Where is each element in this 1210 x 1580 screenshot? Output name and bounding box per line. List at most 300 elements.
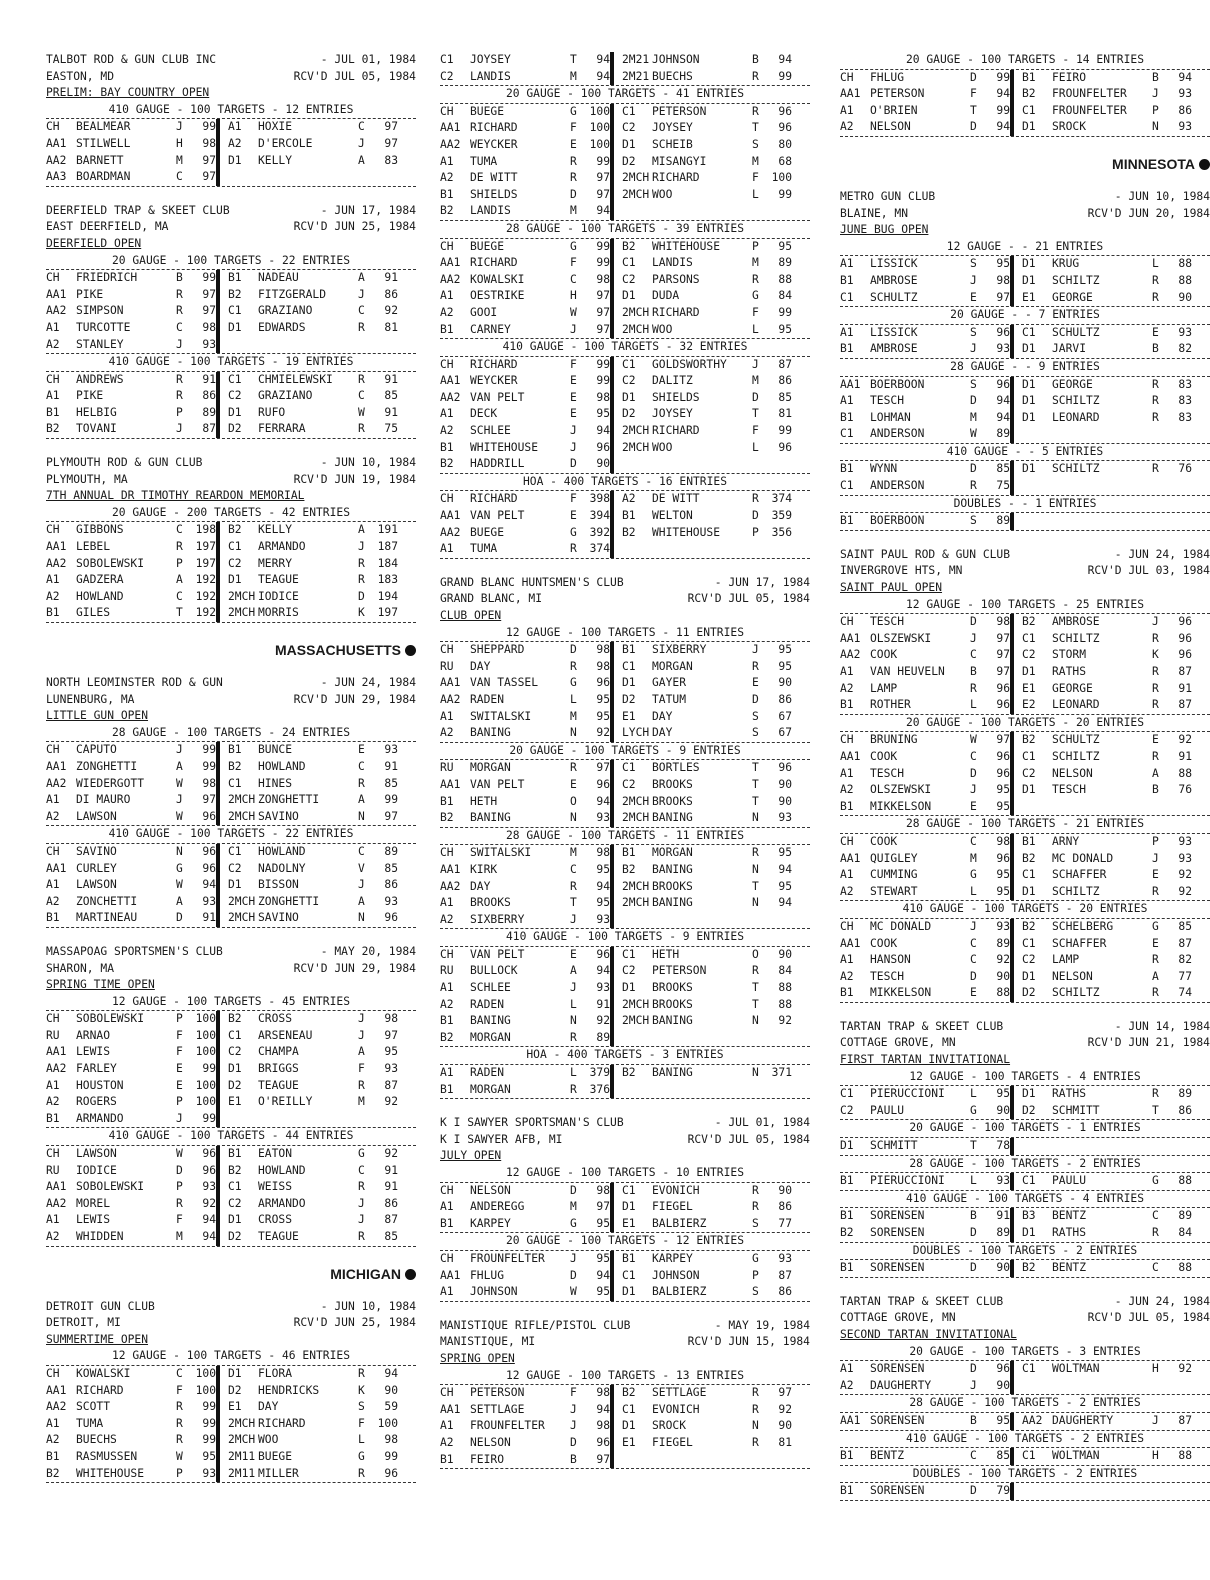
score: 94 xyxy=(596,964,610,978)
score: 96 xyxy=(596,676,610,690)
score: 95 xyxy=(596,862,610,876)
event-results xyxy=(840,1086,1210,1120)
shooter-name: LAWSON xyxy=(76,809,117,823)
score: 76 xyxy=(1178,783,1192,797)
table-row xyxy=(440,725,810,742)
score: 97 xyxy=(202,153,216,167)
shooter-initial: N xyxy=(176,844,183,858)
class-code: B1 xyxy=(440,322,454,336)
shooter-name: RICHARD xyxy=(76,1383,124,1397)
class-code: A1 xyxy=(440,896,454,910)
class-code: 2MCH xyxy=(228,793,256,807)
table-row xyxy=(440,1385,810,1402)
result-left xyxy=(840,919,1014,936)
result-left xyxy=(440,423,614,440)
table-row xyxy=(46,421,416,438)
club-location-line xyxy=(840,1035,1210,1052)
table-row xyxy=(440,1216,810,1233)
score: 95 xyxy=(778,322,792,336)
club-result-block xyxy=(840,1294,1210,1501)
score: 93 xyxy=(1178,120,1192,134)
shooter-name: SCHELBERG xyxy=(1052,919,1114,933)
class-code: A2 xyxy=(46,809,60,823)
class-code: B1 xyxy=(46,1111,60,1125)
club-result-block xyxy=(46,675,416,928)
club-location-line xyxy=(46,961,416,978)
table-row xyxy=(46,303,416,320)
shooter-initial: A xyxy=(176,573,183,587)
shooter-initial: C xyxy=(1152,1261,1159,1275)
shooter-initial: J xyxy=(176,1111,183,1125)
shooter-name: NELSON xyxy=(470,1435,511,1449)
score: 96 xyxy=(778,761,792,775)
shooter-initial: B xyxy=(1152,342,1159,356)
score: 96 xyxy=(202,844,216,858)
score: 90 xyxy=(778,777,792,791)
table-row xyxy=(440,1418,810,1435)
score: 90 xyxy=(596,457,610,471)
event-header: 12 GAUGE - 100 TARGETS - 25 ENTRIES xyxy=(840,597,1210,615)
shooter-initial: C xyxy=(570,272,577,286)
shooter-initial: F xyxy=(570,121,577,135)
shooter-initial: F xyxy=(358,1062,365,1076)
class-code: AA1 xyxy=(46,540,67,554)
result-left xyxy=(46,1366,220,1383)
shooter-name: TEAGUE xyxy=(258,573,299,587)
shooter-name: ANDEREGG xyxy=(470,1200,525,1214)
result-left xyxy=(440,491,614,508)
class-code: AA1 xyxy=(46,1383,67,1397)
shooter-initial: J xyxy=(970,631,977,645)
table-row xyxy=(440,845,810,862)
result-right xyxy=(220,844,398,861)
shooter-initial: C xyxy=(970,648,977,662)
shooter-initial: M xyxy=(176,153,183,167)
class-code: D2 xyxy=(228,1383,242,1397)
shoot-date: - JUN 10, 1984 xyxy=(1114,189,1210,203)
class-code: C1 xyxy=(622,1268,636,1282)
result-right xyxy=(614,1385,792,1402)
class-code: 2MCH xyxy=(228,809,256,823)
shooter-initial: N xyxy=(752,811,759,825)
shooter-name: STILWELL xyxy=(76,136,131,150)
shooter-name: DAY xyxy=(470,879,491,893)
class-code: CH xyxy=(840,834,854,848)
table-row xyxy=(46,844,416,861)
shooter-name: BARNETT xyxy=(76,153,124,167)
shooter-initial: R xyxy=(358,1366,365,1380)
shooter-initial: M xyxy=(752,374,759,388)
score: 100 xyxy=(195,1078,216,1092)
shooter-initial: R xyxy=(358,1180,365,1194)
class-code: C1 xyxy=(622,357,636,371)
result-left xyxy=(440,69,614,86)
class-code: A1 xyxy=(840,394,854,408)
shooter-initial: D xyxy=(970,394,977,408)
class-code: A1 xyxy=(840,868,854,882)
shooter-name: SCHULTZ xyxy=(870,290,918,304)
class-code: CH xyxy=(840,919,854,933)
shooter-initial: C xyxy=(970,936,977,950)
result-right xyxy=(614,525,792,542)
class-code: AA2 xyxy=(1022,1413,1043,1427)
table-row xyxy=(840,749,1210,766)
class-code: CH xyxy=(46,1147,60,1161)
result-left xyxy=(840,614,1014,631)
score: 98 xyxy=(996,273,1010,287)
shooter-initial: J xyxy=(176,337,183,351)
table-row xyxy=(840,256,1210,273)
shooter-name: BROOKS xyxy=(652,794,693,808)
class-code: B1 xyxy=(622,1251,636,1265)
shooter-name: BOERBOON xyxy=(870,377,925,391)
result-left xyxy=(46,910,220,927)
shooter-initial: F xyxy=(752,424,759,438)
table-row xyxy=(46,1028,416,1045)
shooter-name: JARVI xyxy=(1052,342,1087,356)
shooter-name: TATUM xyxy=(652,692,687,706)
shooter-initial: E xyxy=(358,743,365,757)
shooter-initial: R xyxy=(358,372,365,386)
score: 95 xyxy=(384,1045,398,1059)
shoot-title-line xyxy=(46,488,416,505)
table-row xyxy=(840,631,1210,648)
shooter-initial: N xyxy=(570,811,577,825)
class-code: CH xyxy=(440,1251,454,1265)
shooter-name: VAN PELT xyxy=(470,390,525,404)
score: 94 xyxy=(596,1268,610,1282)
table-row xyxy=(440,642,810,659)
result-right xyxy=(1014,884,1192,901)
result-right xyxy=(1014,614,1192,631)
class-code: C2 xyxy=(440,69,454,83)
shooter-initial: R xyxy=(970,681,977,695)
result-right xyxy=(220,894,398,911)
score: 100 xyxy=(195,1012,216,1026)
shooter-name: NELSON xyxy=(1052,969,1093,983)
class-code: D1 xyxy=(1022,462,1036,476)
score: 100 xyxy=(589,104,610,118)
shooter-initial: R xyxy=(570,879,577,893)
shoot-date: - JUN 17, 1984 xyxy=(714,575,810,589)
shooter-initial: G xyxy=(176,861,183,875)
result-right xyxy=(1014,1173,1192,1190)
received-date: RCV'D JUL 03, 1984 xyxy=(1087,564,1210,578)
score: 98 xyxy=(596,272,610,286)
shooter-initial: R xyxy=(176,287,183,301)
table-row xyxy=(840,1208,1210,1225)
received-date: RCV'D JUN 25, 1984 xyxy=(293,220,416,234)
score: 89 xyxy=(384,844,398,858)
score: 84 xyxy=(1178,1226,1192,1239)
class-code: CH xyxy=(840,615,854,629)
class-code: RU xyxy=(440,761,454,775)
score: 92 xyxy=(1178,1362,1192,1376)
table-row xyxy=(840,1483,1210,1500)
result-left xyxy=(840,1225,1014,1242)
table-row xyxy=(840,1103,1210,1120)
score: 97 xyxy=(202,170,216,184)
class-code: C2 xyxy=(840,1103,854,1117)
shooter-initial: R xyxy=(752,1200,759,1214)
class-code: C1 xyxy=(840,290,854,304)
event-results xyxy=(440,1183,810,1234)
result-right xyxy=(614,491,792,508)
shooter-initial: R xyxy=(358,422,365,436)
shooter-initial: D xyxy=(970,1484,977,1498)
shooter-initial: D xyxy=(752,390,759,404)
shooter-name: MORGAN xyxy=(470,1082,511,1096)
shooter-name: DECK xyxy=(470,407,498,421)
shooter-initial: J xyxy=(358,1196,365,1210)
score: 96 xyxy=(778,104,792,118)
class-code: A1 xyxy=(440,709,454,723)
class-code: 2MCH xyxy=(622,440,650,454)
club-location-line xyxy=(46,1315,416,1332)
shooter-name: FITZGERALD xyxy=(258,287,327,301)
state-name: MINNESOTA xyxy=(1112,155,1195,172)
shooter-initial: E xyxy=(752,676,759,690)
shooter-initial: N xyxy=(358,911,365,925)
shooter-initial: V xyxy=(358,861,365,875)
event-header: 28 GAUGE - 100 TARGETS - 11 ENTRIES xyxy=(440,828,810,846)
shooter-initial: C xyxy=(570,862,577,876)
score: 95 xyxy=(596,1285,610,1299)
shooter-name: MORGAN xyxy=(652,659,693,673)
result-left xyxy=(440,255,614,272)
class-code: CH xyxy=(46,844,60,858)
class-code: AA2 xyxy=(440,137,461,151)
shooter-name: SCHLEE xyxy=(470,424,511,438)
class-code: C1 xyxy=(840,1087,854,1101)
class-code: AA2 xyxy=(46,556,67,570)
score: 371 xyxy=(771,1066,792,1080)
class-code: B2 xyxy=(46,1466,60,1480)
shooter-initial: A xyxy=(358,523,365,537)
shooter-initial: G xyxy=(970,1103,977,1117)
shooter-name: TUMA xyxy=(470,154,498,168)
result-left xyxy=(440,104,614,121)
event-results xyxy=(840,325,1210,359)
shooter-name: BULLOCK xyxy=(470,964,518,978)
shooter-name: DE WITT xyxy=(652,492,700,506)
score: 81 xyxy=(778,407,792,421)
score: 87 xyxy=(384,1078,398,1092)
shooter-initial: F xyxy=(970,87,977,101)
shooter-name: BANING xyxy=(470,726,511,740)
class-code: D1 xyxy=(622,1200,636,1214)
shooter-name: ZONGHETTI xyxy=(76,759,138,773)
table-row xyxy=(840,1413,1210,1430)
shooter-initial: R xyxy=(570,761,577,775)
club-location: COTTAGE GROVE, MN xyxy=(840,1311,956,1325)
shooter-initial: J xyxy=(358,878,365,892)
score: 91 xyxy=(1178,749,1192,763)
shooter-initial: E xyxy=(970,290,977,304)
class-code: B2 xyxy=(440,204,454,218)
score: 93 xyxy=(202,1466,216,1480)
shooter-name: GEORGE xyxy=(1052,681,1093,695)
shooter-name: KOWALSKI xyxy=(76,1366,131,1380)
score: 95 xyxy=(996,799,1010,813)
score: 99 xyxy=(778,69,792,83)
result-left xyxy=(46,372,220,389)
table-row xyxy=(440,137,810,154)
result-right xyxy=(1014,732,1192,749)
class-code: AA2 xyxy=(440,272,461,286)
result-left xyxy=(440,203,614,220)
shooter-initial: L xyxy=(752,440,759,454)
shoot-date: - JUN 24, 1984 xyxy=(1114,547,1210,561)
table-row xyxy=(840,290,1210,307)
class-code: AA1 xyxy=(46,759,67,773)
class-code: B1 xyxy=(440,1452,454,1466)
result-right xyxy=(220,136,398,153)
class-code: B1 xyxy=(622,643,636,657)
shooter-name: WELTON xyxy=(652,509,693,523)
shooter-initial: J xyxy=(176,743,183,757)
result-right xyxy=(220,372,398,389)
score: 97 xyxy=(996,648,1010,662)
table-row xyxy=(46,894,416,911)
result-left xyxy=(46,1449,220,1466)
result-right xyxy=(614,440,792,457)
shooter-initial: T xyxy=(752,981,759,995)
event-header: 28 GAUGE - 100 TARGETS - 39 ENTRIES xyxy=(440,221,810,239)
score: 98 xyxy=(596,846,610,860)
shooter-initial: J xyxy=(970,342,977,356)
class-code: C2 xyxy=(228,556,242,570)
shooter-initial: J xyxy=(570,424,577,438)
shooter-initial: D xyxy=(970,120,977,134)
table-row xyxy=(840,1260,1210,1277)
shooter-name: BENTZ xyxy=(1052,1261,1087,1275)
result-left xyxy=(840,393,1014,410)
shooter-initial: R xyxy=(970,479,977,493)
score: 87 xyxy=(202,422,216,436)
score: 100 xyxy=(195,1095,216,1109)
class-code: 2MCH xyxy=(622,1014,650,1028)
score: 91 xyxy=(384,271,398,285)
result-left xyxy=(440,845,614,862)
score: 96 xyxy=(596,440,610,454)
class-code: AA1 xyxy=(840,749,861,763)
shooter-name: SCHILTZ xyxy=(1052,749,1100,763)
result-left xyxy=(440,895,614,912)
event-header: 28 GAUGE - 100 TARGETS - 2 ENTRIES xyxy=(840,1156,1210,1174)
event-header: 410 GAUGE - 100 TARGETS - 32 ENTRIES xyxy=(440,339,810,357)
shooter-name: SHIELDS xyxy=(652,390,700,404)
shooter-initial: R xyxy=(176,1433,183,1447)
shooter-initial: E xyxy=(1152,868,1159,882)
score: 89 xyxy=(1178,1087,1192,1101)
shooter-name: TESCH xyxy=(870,969,905,983)
shooter-name: BROOKS xyxy=(652,981,693,995)
result-left xyxy=(440,525,614,542)
result-right xyxy=(614,1030,792,1047)
club-header-line xyxy=(840,547,1210,564)
shooter-initial: R xyxy=(1152,410,1159,424)
event-results xyxy=(46,742,416,826)
shooter-initial: S xyxy=(358,1400,365,1414)
shooter-name: TESCH xyxy=(870,394,905,408)
event-header: 12 GAUGE - 100 TARGETS - 11 ENTRIES xyxy=(440,625,810,643)
score: 192 xyxy=(195,589,216,603)
class-code: 2MCH xyxy=(228,894,256,908)
result-left xyxy=(46,1179,220,1196)
score: 80 xyxy=(778,137,792,151)
score: 94 xyxy=(996,120,1010,134)
shooter-initial: C xyxy=(970,749,977,763)
result-right xyxy=(614,1284,792,1301)
shooter-initial: J xyxy=(1152,851,1159,865)
shooter-initial: P xyxy=(752,525,759,539)
class-code: D2 xyxy=(622,692,636,706)
class-code: D1 xyxy=(1022,120,1036,134)
event-header: 410 GAUGE - 100 TARGETS - 19 ENTRIES xyxy=(46,354,416,372)
event-results xyxy=(440,947,810,1048)
club-result-block xyxy=(440,1318,810,1469)
result-right xyxy=(614,692,792,709)
table-row xyxy=(840,834,1210,851)
table-row xyxy=(840,513,1210,530)
shooter-initial: D xyxy=(970,969,977,983)
shooter-name: IODICE xyxy=(258,589,299,603)
result-right xyxy=(220,119,398,136)
score: 97 xyxy=(202,304,216,318)
shooter-name: RATHS xyxy=(1052,1087,1087,1101)
shooter-initial: R xyxy=(176,1196,183,1210)
score: 97 xyxy=(596,1200,610,1214)
class-code: AA1 xyxy=(440,509,461,523)
class-code: 2M11 xyxy=(228,1466,256,1480)
event-results xyxy=(440,491,810,558)
shooter-initial: R xyxy=(1152,394,1159,408)
shooter-name: RICHARD xyxy=(652,171,700,185)
shooter-name: BROOKS xyxy=(652,777,693,791)
score: 83 xyxy=(1178,394,1192,408)
shooter-name: SORENSEN xyxy=(870,1209,925,1223)
shooter-name: HOWLAND xyxy=(258,844,306,858)
score: 90 xyxy=(384,1383,398,1397)
score: 97 xyxy=(596,1452,610,1466)
score: 95 xyxy=(778,643,792,657)
result-right xyxy=(614,1183,792,1200)
class-code: AA1 xyxy=(440,121,461,135)
shooter-name: CHAMPA xyxy=(258,1045,299,1059)
club-header-line xyxy=(440,1115,810,1132)
result-left xyxy=(46,589,220,606)
result-right xyxy=(1014,1378,1192,1395)
shooter-name: LEONARD xyxy=(1052,410,1100,424)
table-row xyxy=(46,1229,416,1246)
shooter-name: DAY xyxy=(652,726,673,740)
class-code: B1 xyxy=(840,986,854,1000)
table-row xyxy=(840,393,1210,410)
shooter-name: GIBBONS xyxy=(76,523,124,537)
shooter-name: COOK xyxy=(870,834,898,848)
class-code: 2M11 xyxy=(228,1449,256,1463)
shooter-initial: E xyxy=(176,1062,183,1076)
class-code: AA1 xyxy=(46,136,67,150)
result-right xyxy=(614,357,792,374)
result-right xyxy=(614,1199,792,1216)
table-row xyxy=(440,1402,810,1419)
shooter-name: LEONARD xyxy=(1052,698,1100,712)
score: 87 xyxy=(1178,936,1192,950)
shooter-initial: R xyxy=(1152,698,1159,712)
class-code: A1 xyxy=(840,103,854,117)
